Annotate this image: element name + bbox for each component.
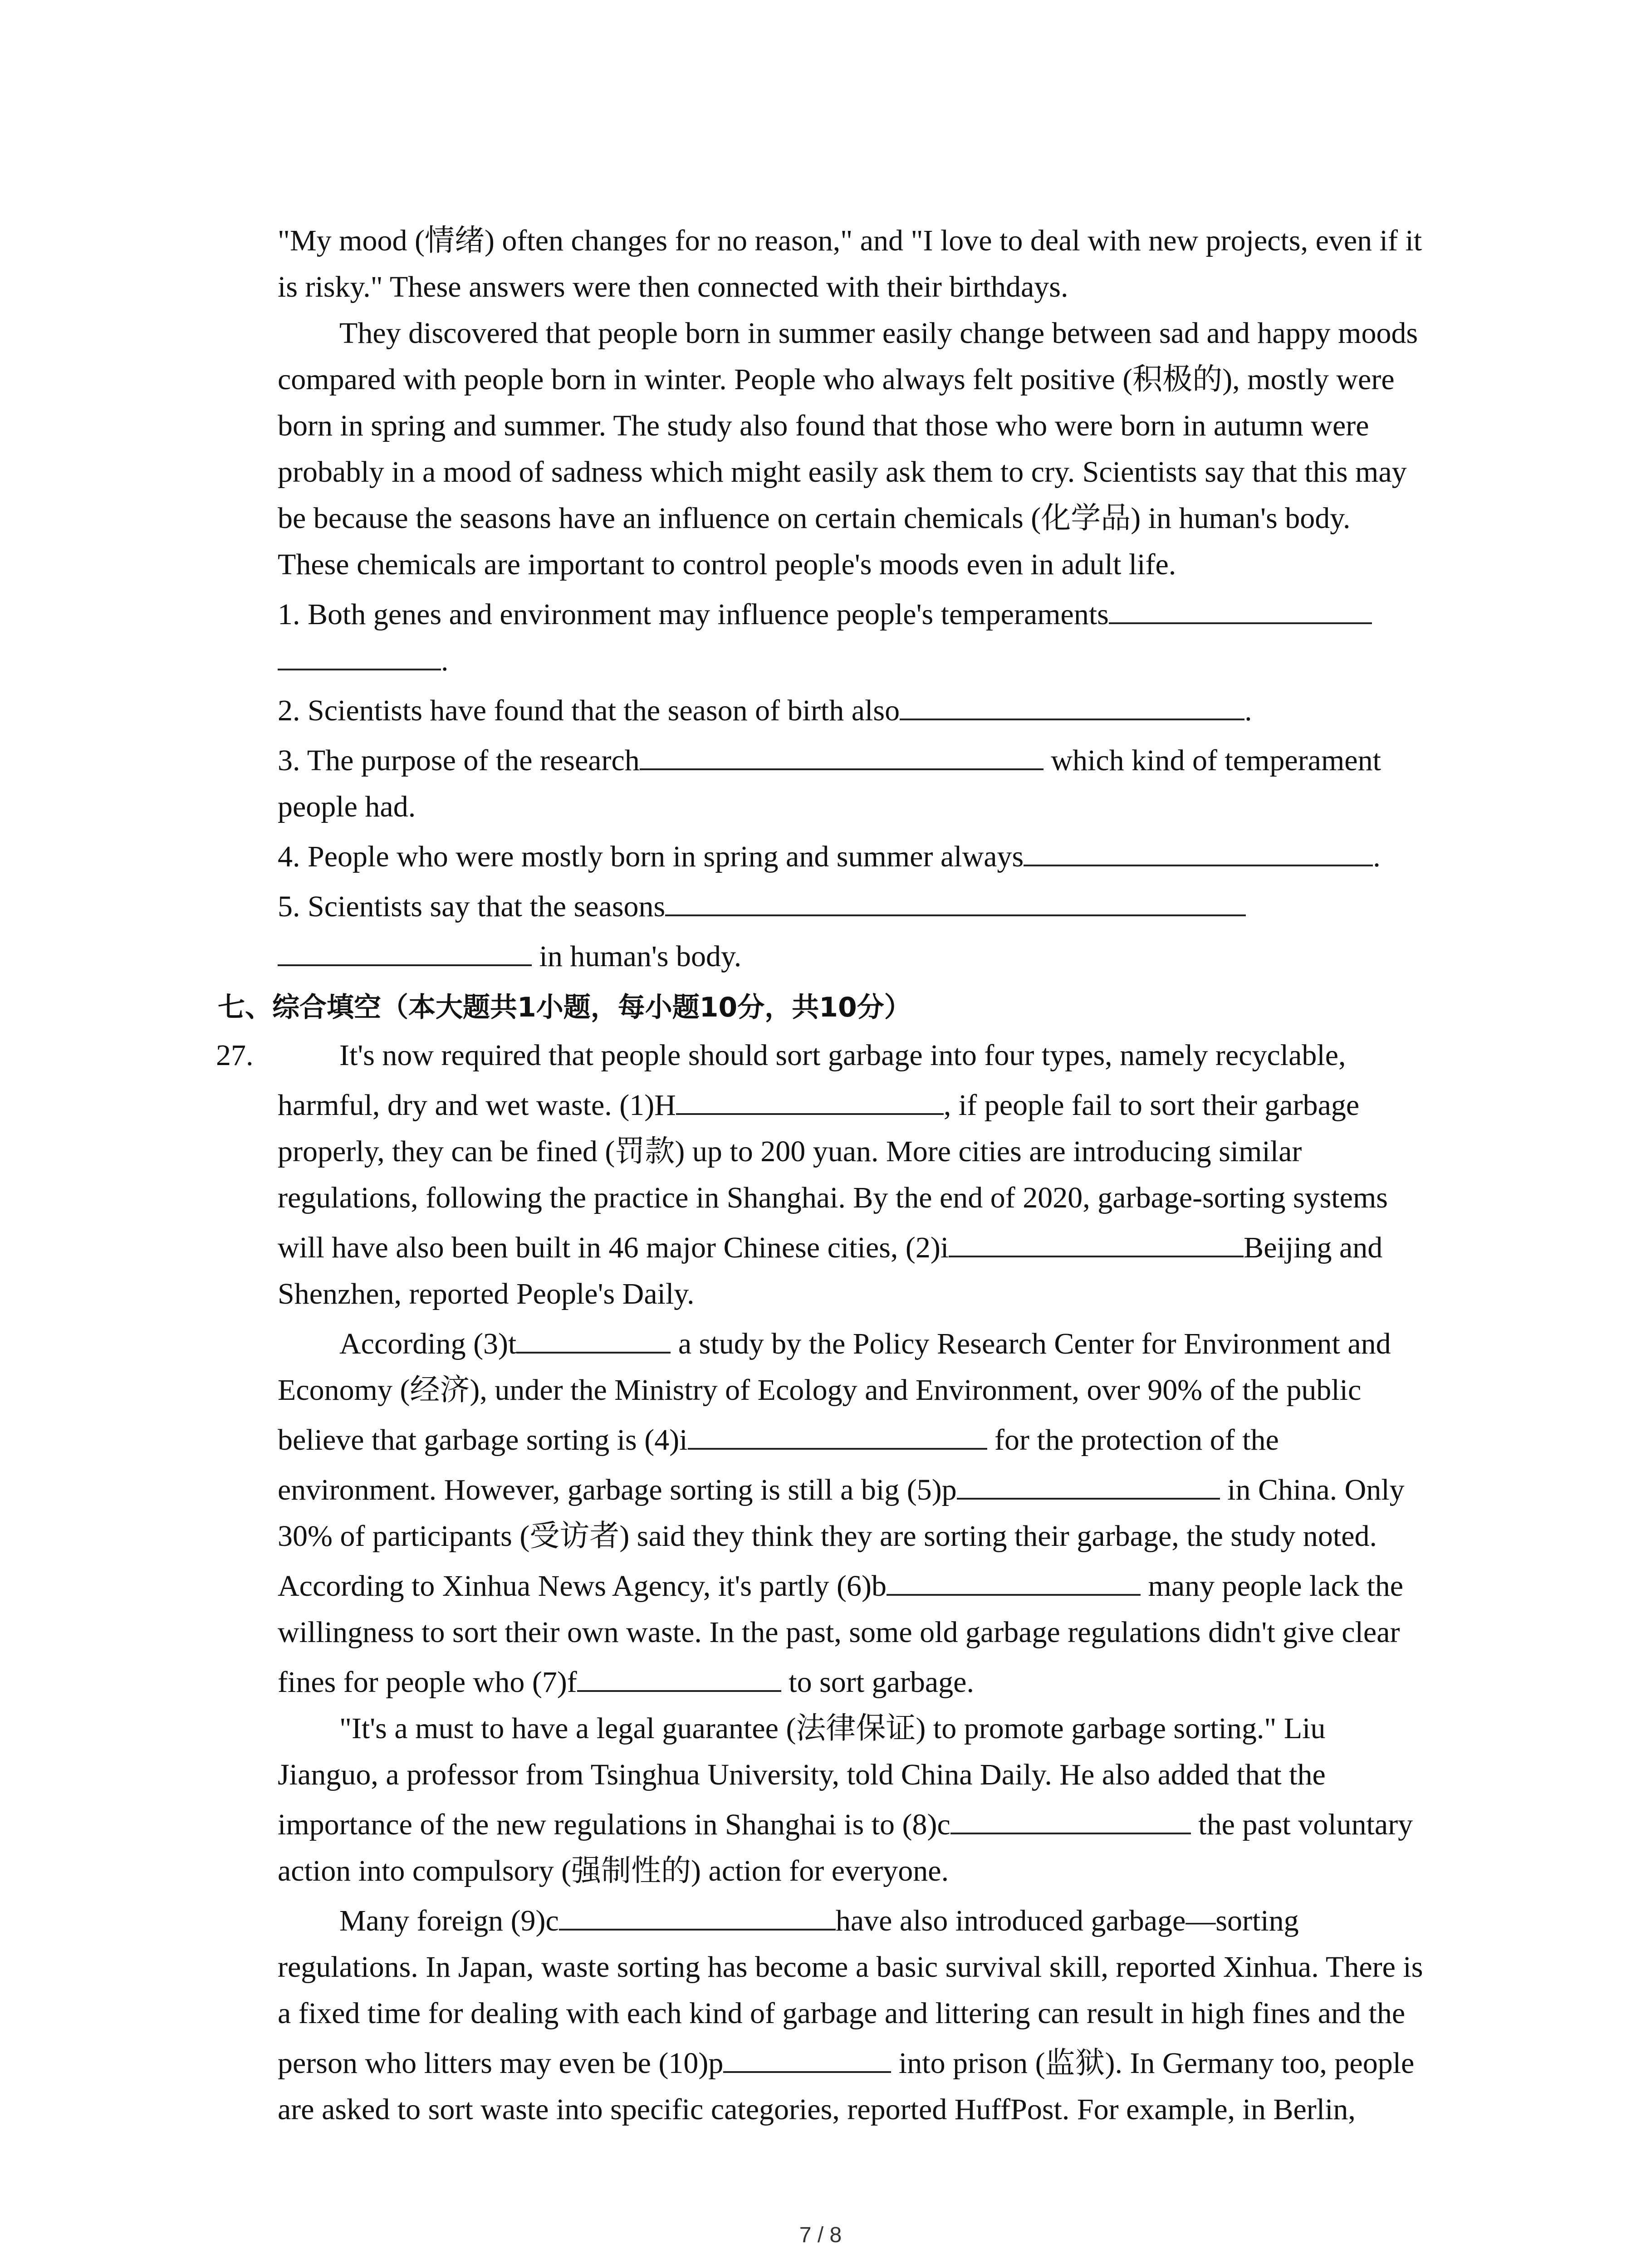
cloze-line: [216, 1032, 1457, 1079]
cloze-line: Jianguo, a professor from Tsinghua University, told China Daily. He also added that the: [278, 1758, 1326, 1791]
cloze-text: the past voluntary: [1190, 1808, 1413, 1841]
cloze-line: [278, 1563, 1457, 1609]
answer-blank-3[interactable]: [640, 741, 1043, 770]
cloze-text: According to Xinhua News Agency, it's partly (6)b: [278, 1569, 887, 1603]
question-3-line2: people had.: [278, 790, 416, 823]
cloze-blank-7[interactable]: [577, 1663, 781, 1692]
cloze-blank-4[interactable]: [688, 1421, 987, 1450]
cloze-line: are asked to sort waste into specific categories, reported HuffPost. For example, in Berlin,: [278, 2093, 1356, 2126]
cloze-text: environment. However, garbage sorting is still a big (5)p: [278, 1473, 957, 1506]
question-number: 27.: [216, 1039, 254, 1072]
cloze-text: for the protection of the: [987, 1423, 1279, 1457]
cloze-text: will have also been built in 46 major Chinese cities, (2)i: [278, 1231, 949, 1264]
cloze-line: [278, 1225, 1457, 1271]
cloze-line: 30% of participants (受访者) said they think they are sorting their garbage, the study noted.: [278, 1520, 1377, 1553]
cloze-text: According (3)t: [339, 1327, 517, 1360]
question-4-end: .: [1373, 840, 1381, 873]
cloze-line: [278, 1659, 1457, 1706]
passage-line: be because the seasons have an influence on certain chemicals (化学品) in human's body.: [278, 502, 1351, 535]
cloze-text: into prison (监狱). In Germany too, people: [891, 2047, 1415, 2080]
cloze-line: regulations. In Japan, waste sorting has become a basic survival skill, reported Xinhua. There is: [278, 1950, 1423, 1984]
cloze-line: action into compulsory (强制性的) action for everyone.: [278, 1854, 949, 1887]
section-heading: 七、综合填空（本大题共1小题，每小题10分，共10分）: [218, 992, 911, 1023]
cloze-text: have also introduced garbage—sorting: [835, 1904, 1299, 1937]
question-3-after: which kind of temperament: [1043, 744, 1381, 777]
answer-blank-5[interactable]: [665, 887, 1246, 916]
cloze-line: properly, they can be fined (罚款) up to 200 yuan. More cities are introducing similar: [278, 1135, 1302, 1168]
cloze-text: harmful, dry and wet waste. (1)H: [278, 1089, 676, 1122]
cloze-text: many people lack the: [1140, 1569, 1404, 1603]
cloze-line: "It's a must to have a legal guarantee (法律保证) to promote garbage sorting." Liu: [339, 1712, 1326, 1745]
question-3-text: 3. The purpose of the research: [278, 744, 640, 777]
question-1-cont: [278, 638, 1457, 684]
cloze-blank-5[interactable]: [957, 1471, 1220, 1500]
passage-line: "My mood (情绪) often changes for no reason," and "I love to deal with new projects, even if it: [278, 224, 1422, 257]
question-2: [278, 688, 1457, 734]
question-1: [278, 591, 1457, 638]
cloze-blank-6[interactable]: [887, 1567, 1141, 1596]
answer-blank-1b[interactable]: [278, 641, 441, 670]
question-1-text: 1. Both genes and environment may influence people's temperaments: [278, 598, 1109, 631]
cloze-text: It's now required that people should sort garbage into four types, namely recyclable,: [339, 1039, 1346, 1072]
question-4-text: 4. People who were mostly born in spring and summer always: [278, 840, 1024, 873]
cloze-line: [278, 2040, 1457, 2087]
question-5-cont: [278, 934, 1457, 980]
question-5-after: in human's body.: [532, 940, 742, 973]
cloze-line: Economy (经济), under the Ministry of Ecology and Environment, over 90% of the public: [278, 1374, 1362, 1407]
cloze-line: [278, 1321, 1457, 1367]
answer-blank-1[interactable]: [1109, 595, 1372, 624]
passage-line: They discovered that people born in summer easily change between sad and happy moods: [339, 317, 1418, 350]
cloze-line: [278, 1898, 1457, 1944]
cloze-blank-9[interactable]: [559, 1901, 836, 1931]
cloze-line: regulations, following the practice in Shanghai. By the end of 2020, garbage-sorting systems: [278, 1181, 1388, 1214]
question-1-end: .: [441, 644, 449, 677]
passage-line: is risky." These answers were then connected with their birthdays.: [278, 270, 1068, 303]
cloze-line: [278, 1417, 1457, 1463]
cloze-text: , if people fail to sort their garbage: [943, 1089, 1360, 1122]
question-3: [278, 738, 1457, 784]
cloze-line: [278, 1467, 1457, 1513]
cloze-line: willingness to sort their own waste. In the past, some old garbage regulations didn't give clear: [278, 1616, 1400, 1649]
cloze-text: importance of the new regulations in Shanghai is to (8)c: [278, 1808, 950, 1841]
page-number: 7 / 8: [799, 2223, 842, 2247]
answer-blank-5b[interactable]: [278, 937, 532, 966]
passage-line: probably in a mood of sadness which might easily ask them to cry. Scientists say that this may: [278, 455, 1407, 489]
cloze-line: a fixed time for dealing with each kind of garbage and littering can result in high fines and the: [278, 1997, 1406, 2030]
cloze-blank-2[interactable]: [949, 1228, 1244, 1257]
page-content: [216, 218, 1457, 2133]
question-2-end: .: [1244, 694, 1252, 727]
cloze-text: a study by the Policy Research Center for Environment and: [671, 1327, 1391, 1360]
answer-blank-4[interactable]: [1024, 837, 1373, 866]
cloze-line: [278, 1802, 1457, 1848]
passage-line: born in spring and summer. The study also found that those who were born in autumn were: [278, 409, 1369, 442]
cloze-text: Many foreign (9)c: [339, 1904, 559, 1937]
cloze-blank-8[interactable]: [950, 1805, 1191, 1834]
question-2-text: 2. Scientists have found that the season of birth also: [278, 694, 900, 727]
cloze-text: in China. Only: [1220, 1473, 1405, 1506]
cloze-text: to sort garbage.: [781, 1666, 974, 1699]
cloze-blank-3[interactable]: [516, 1325, 671, 1354]
passage-line: These chemicals are important to control people's moods even in adult life.: [278, 548, 1176, 581]
question-5-text: 5. Scientists say that the seasons: [278, 890, 666, 923]
passage-line: compared with people born in winter. People who always felt positive (积极的), mostly were: [278, 363, 1395, 396]
cloze-text: Beijing and: [1244, 1231, 1383, 1264]
question-5: [278, 884, 1457, 930]
cloze-blank-1[interactable]: [676, 1086, 944, 1115]
cloze-line: [278, 1082, 1457, 1129]
cloze-text: believe that garbage sorting is (4)i: [278, 1423, 688, 1457]
cloze-blank-10[interactable]: [723, 2044, 891, 2073]
question-4: [278, 834, 1457, 880]
cloze-line: Shenzhen, reported People's Daily.: [278, 1277, 695, 1310]
cloze-text: person who litters may even be (10)p: [278, 2047, 724, 2080]
cloze-text: fines for people who (7)f: [278, 1666, 577, 1699]
answer-blank-2[interactable]: [900, 691, 1244, 720]
